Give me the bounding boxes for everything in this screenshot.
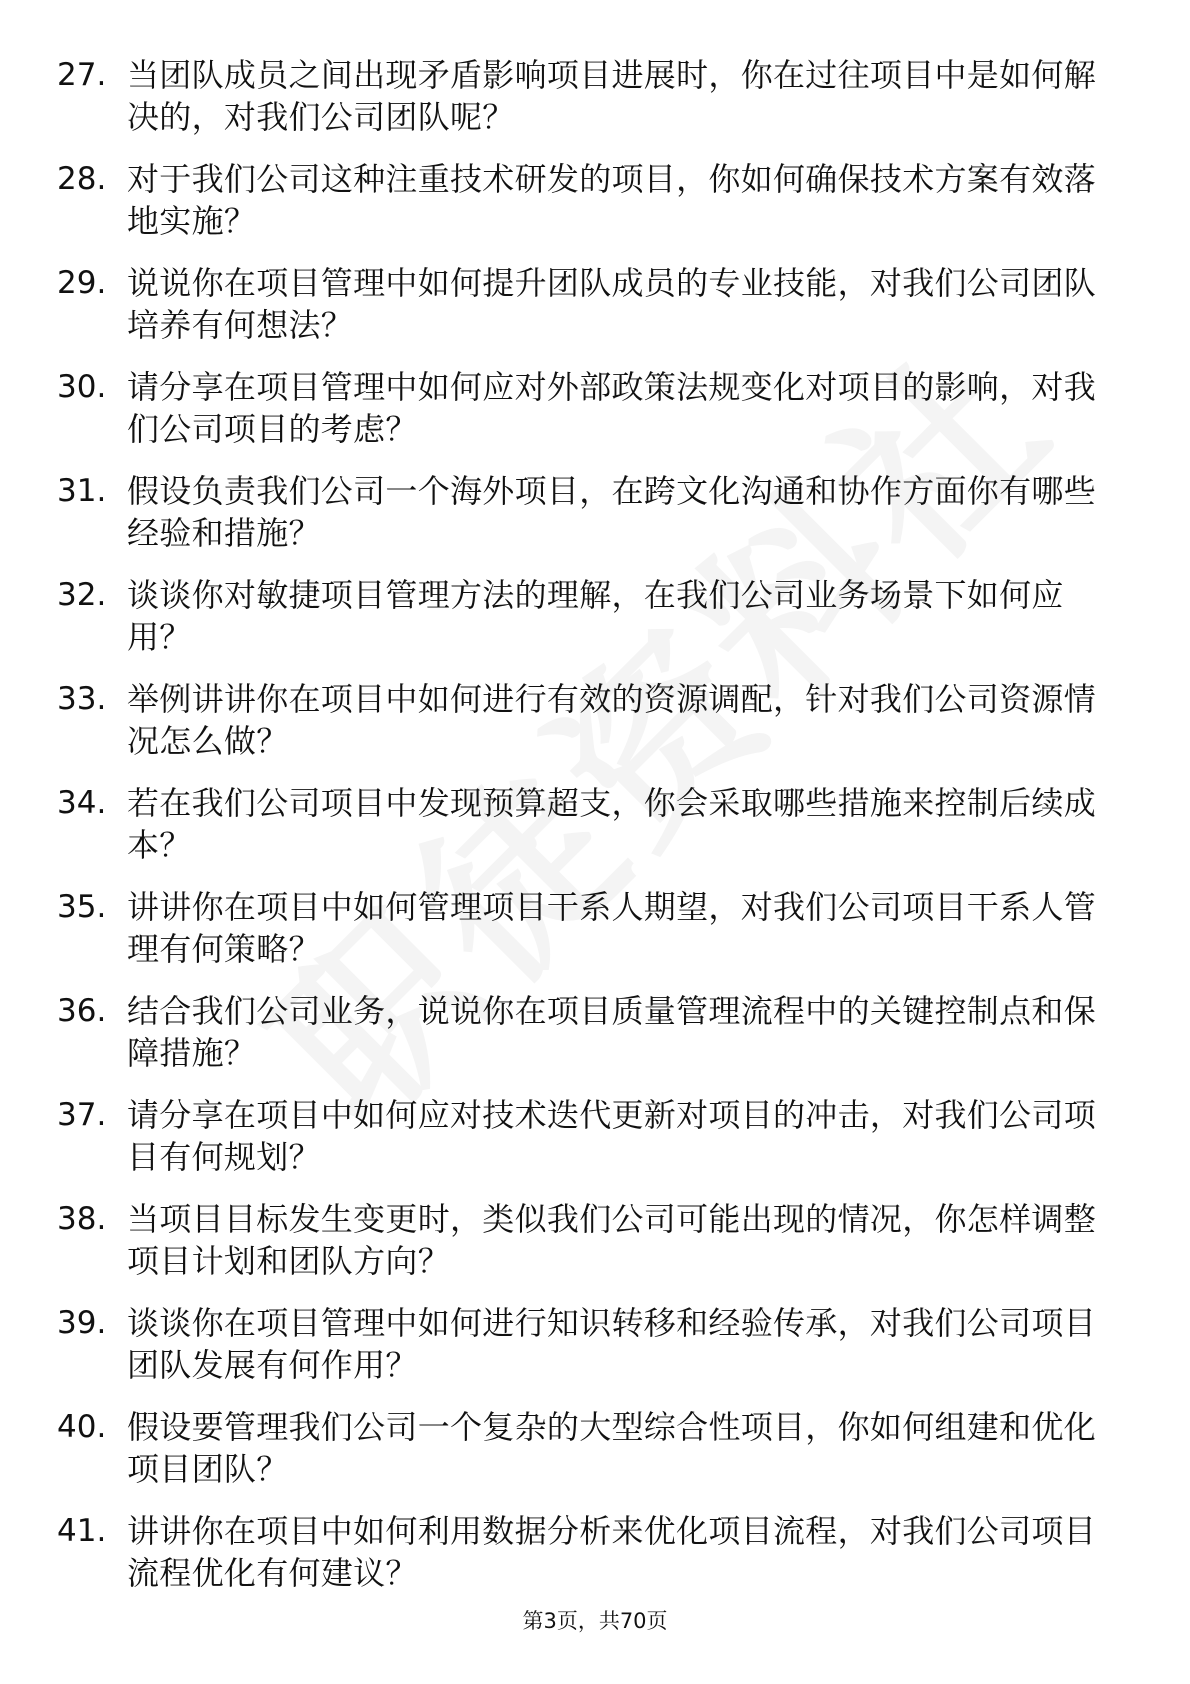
question-number: 27.	[57, 57, 107, 93]
question-text: 对于我们公司这种注重技术研发的项目，你如何确保技术方案有效落地实施？	[127, 160, 1097, 240]
question-text: 假设要管理我们公司一个复杂的大型综合性项目，你如何组建和优化项目团队？	[127, 1408, 1097, 1488]
question-number: 36.	[57, 993, 107, 1029]
question-number: 32.	[57, 577, 107, 613]
question-text: 请分享在项目中如何应对技术迭代更新对项目的冲击，对我们公司项目有何规划？	[127, 1096, 1097, 1176]
question-text: 讲讲你在项目中如何管理项目干系人期望，对我们公司项目干系人管理有何策略？	[127, 888, 1097, 968]
question-text: 当项目目标发生变更时，类似我们公司可能出现的情况，你怎样调整项目计划和团队方向？	[127, 1200, 1097, 1280]
question-number: 34.	[57, 785, 107, 821]
question-text: 若在我们公司项目中发现预算超支，你会采取哪些措施来控制后续成本？	[127, 784, 1097, 864]
question-item	[0, 1198, 1190, 1302]
question-text: 举例讲讲你在项目中如何进行有效的资源调配，针对我们公司资源情况怎么做？	[127, 680, 1097, 760]
question-item	[0, 678, 1190, 782]
question-item	[0, 366, 1190, 470]
question-item	[0, 470, 1190, 574]
question-number: 31.	[57, 473, 107, 509]
question-item	[0, 1406, 1190, 1510]
question-item	[0, 1510, 1190, 1614]
question-item	[0, 886, 1190, 990]
question-number: 28.	[57, 161, 107, 197]
question-text: 讲讲你在项目中如何利用数据分析来优化项目流程，对我们公司项目流程优化有何建议？	[127, 1512, 1097, 1592]
question-number: 30.	[57, 369, 107, 405]
question-number: 35.	[57, 889, 107, 925]
page-footer: 第3页，共70页	[522, 1609, 668, 1633]
question-item	[0, 262, 1190, 366]
question-number: 38.	[57, 1201, 107, 1237]
question-item	[0, 1302, 1190, 1406]
question-number: 40.	[57, 1409, 107, 1445]
question-number: 39.	[57, 1305, 107, 1341]
question-text: 说说你在项目管理中如何提升团队成员的专业技能，对我们公司团队培养有何想法？	[127, 264, 1097, 344]
question-item	[0, 574, 1190, 678]
question-item	[0, 1094, 1190, 1198]
question-text: 假设负责我们公司一个海外项目，在跨文化沟通和协作方面你有哪些经验和措施？	[127, 472, 1097, 552]
question-text: 谈谈你在项目管理中如何进行知识转移和经验传承，对我们公司项目团队发展有何作用？	[127, 1304, 1097, 1384]
question-number: 41.	[57, 1513, 107, 1549]
question-text: 当团队成员之间出现矛盾影响项目进展时，你在过往项目中是如何解决的，对我们公司团队呢？	[127, 56, 1097, 136]
question-list	[0, 54, 1190, 1614]
question-text: 结合我们公司业务，说说你在项目质量管理流程中的关键控制点和保障措施？	[127, 992, 1097, 1072]
question-item	[0, 158, 1190, 262]
question-text: 请分享在项目管理中如何应对外部政策法规变化对项目的影响，对我们公司项目的考虑？	[127, 368, 1097, 448]
question-item	[0, 54, 1190, 158]
question-number: 33.	[57, 681, 107, 717]
question-item	[0, 782, 1190, 886]
question-number: 37.	[57, 1097, 107, 1133]
question-item	[0, 990, 1190, 1094]
question-text: 谈谈你对敏捷项目管理方法的理解，在我们公司业务场景下如何应用？	[127, 576, 1064, 656]
question-number: 29.	[57, 265, 107, 301]
